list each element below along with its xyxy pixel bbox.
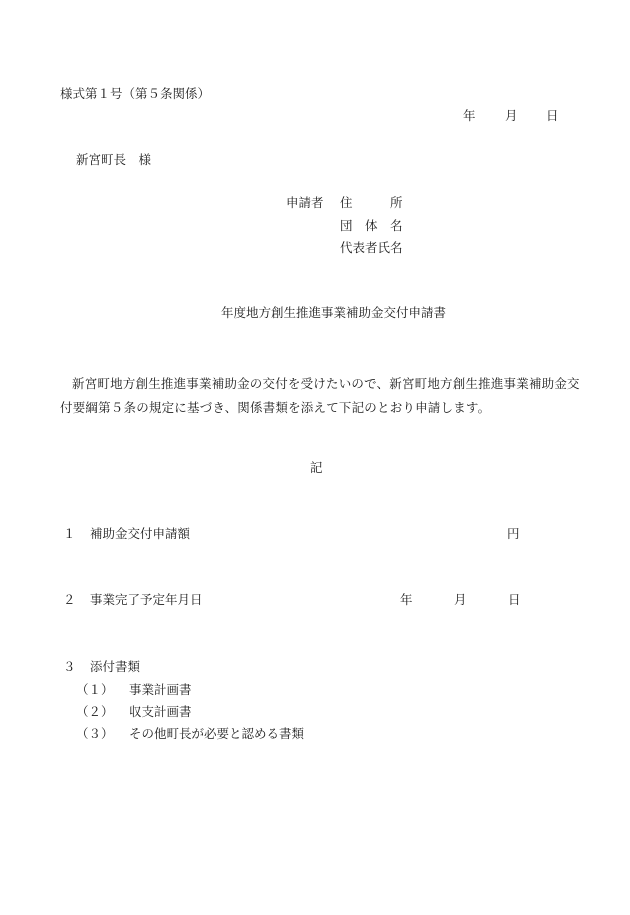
form-label: 様式第１号（第５条関係） bbox=[60, 86, 211, 101]
attachment-number: （２） bbox=[76, 704, 114, 719]
item-number: ２ bbox=[63, 592, 76, 607]
item-label: 補助金交付申請額 bbox=[90, 526, 191, 541]
item-number: ３ bbox=[63, 659, 76, 674]
attachment-label: 事業計画書 bbox=[129, 682, 192, 697]
body-paragraph: 新宮町地方創生推進事業補助金の交付を受けたいので、新宮町地方創生推進事業補助金交付要綱第５条の規定に基づき、関係書類を添えて下記のとおり申請します。 bbox=[60, 376, 580, 415]
item-unit: 円 bbox=[507, 526, 520, 541]
document-title: 年度地方創生推進事業補助金交付申請書 bbox=[221, 305, 447, 320]
attachment-label: 収支計画書 bbox=[129, 704, 192, 719]
item-date-year: 年 bbox=[400, 592, 413, 607]
addressee: 新宮町長 様 bbox=[76, 152, 152, 167]
item-date-day: 日 bbox=[508, 592, 521, 607]
header-date-month: 月 bbox=[505, 108, 518, 123]
header-date-day: 日 bbox=[546, 108, 559, 123]
applicant-address-label: 住 所 bbox=[340, 195, 403, 210]
item-date-month: 月 bbox=[454, 592, 467, 607]
attachment-number: （３） bbox=[76, 726, 114, 741]
attachment-number: （１） bbox=[76, 682, 114, 697]
item-label: 添付書類 bbox=[90, 659, 141, 674]
item-label: 事業完了予定年月日 bbox=[90, 592, 203, 607]
header-date-year: 年 bbox=[463, 108, 476, 123]
applicant-rep-label: 代表者氏名 bbox=[340, 240, 403, 255]
applicant-label: 申請者 bbox=[286, 195, 324, 210]
item-number: １ bbox=[63, 526, 76, 541]
attachment-label: その他町長が必要と認める書類 bbox=[129, 726, 305, 741]
applicant-org-label: 団 体 名 bbox=[340, 218, 403, 233]
ki-label: 記 bbox=[310, 460, 323, 475]
